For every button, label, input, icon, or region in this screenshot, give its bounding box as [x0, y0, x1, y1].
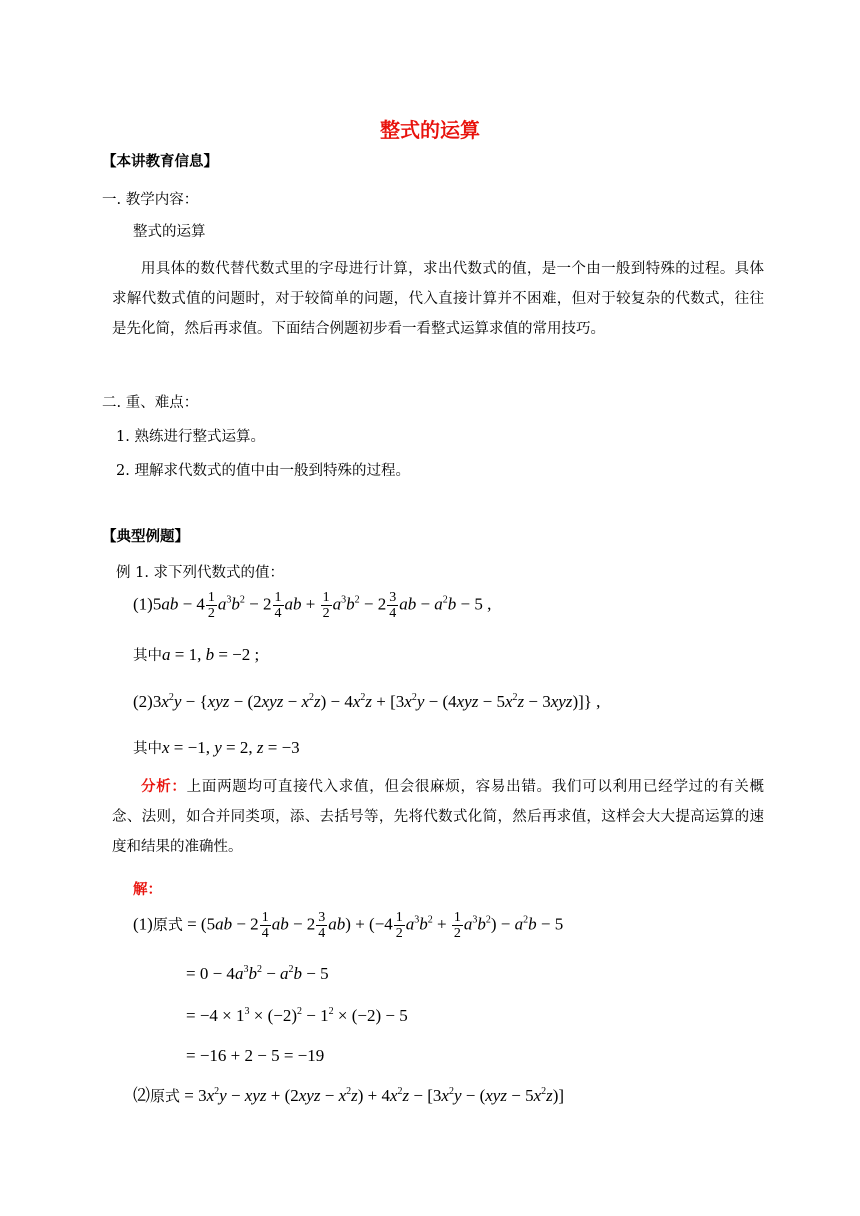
condition-1: 其中a = 1, b = −2 ; — [133, 645, 260, 664]
example-1-label: 例 1. 求下列代数式的值： — [116, 565, 285, 581]
analysis-paragraph — [112, 772, 764, 862]
yuanshi-1: 原式 — [152, 915, 183, 934]
page-title: 整式的运算 — [380, 118, 480, 142]
expression-2: $(2)3x^2y - \{xyz - (2xyz - x^2z) - 4x^2z + [3x^2y - (4xyz - 5x^2z - 3xyz)]\}$ , — [133, 692, 601, 711]
analysis-label: 分析： — [141, 778, 187, 795]
key-point-2: 2. 理解求代数式的值中由一般到特殊的过程。 — [116, 463, 410, 479]
part-one-label: 一. 教学内容： — [102, 192, 199, 208]
intro-paragraph: 用具体的数代替代数式里的字母进行计算，求出代数式的值，是一个由一般到特殊的过程。具体求解代数式值的问题时，对于较简单的问题，代入直接计算并不困难，但对于较复杂的代数式，往往是先化简，然后再求值。下面结合例题初步看一看整式运算求值的常用技巧。 — [112, 261, 764, 337]
analysis-text: 上面两题均可直接代入求值，但会很麻烦，容易出错。我们可以利用已经学过的有关概念、法则，如合并同类项，添、去括号等，先将代数式化简，然后再求值，这样会大大提高运算的速度和结果的准确性。 — [112, 779, 764, 855]
solution-2-line-1: ⑵原式 = $3x^2y$ − xyz + $(2xyz - x^2z) + 4x^2z - [3x^2y - (xyz - 5x^2z)]$ — [133, 1086, 565, 1105]
yuanshi-2: 原式 — [150, 1087, 181, 1105]
condition-2-prefix: 其中 — [133, 741, 162, 757]
condition-2: 其中x = −1, y = 2, z = −3 — [133, 738, 300, 757]
section-header-info: 【本讲教育信息】 — [102, 153, 218, 170]
part-two-label: 二. 重、难点： — [102, 395, 199, 411]
solution-1-line-3: = $-4 \times 1^3 \times (-2)^2 - 1^2 \times (-2) - 5$ — [186, 1006, 408, 1025]
solution-label: 解： — [133, 881, 162, 898]
topic-text: 整式的运算 — [133, 224, 206, 240]
expression-1: (1)5ab − 4 $\frac{1}{2}$ $a^3b^2 - 2$ $\frac{1}{4}$ ab + $\frac{1}{2}$ $a^3b^2 - 2$ $\frac{3}{4}$ ab − $a^2b - 5$ , — [133, 590, 492, 621]
solution-1-line-4: = −16 + 2 − 5 = −19 — [186, 1046, 325, 1065]
solution-1-line-1: (1)原式 = (5ab − 2 $\frac{1}{4}$ ab − 2 $\frac{3}{4}$ ab) + (−4 $\frac{1}{2}$ $a^3b^2$ + $\frac{1}{2}$ $a^3b^2) - a^2b - 5$ — [133, 910, 564, 941]
condition-1-prefix: 其中 — [133, 648, 162, 664]
solution-1-line-2: = $0 - 4a^3b^2 - a^2b - 5$ — [186, 964, 329, 983]
key-point-1: 1. 熟练进行整式运算。 — [116, 429, 265, 445]
section-header-examples: 【典型例题】 — [102, 528, 189, 545]
